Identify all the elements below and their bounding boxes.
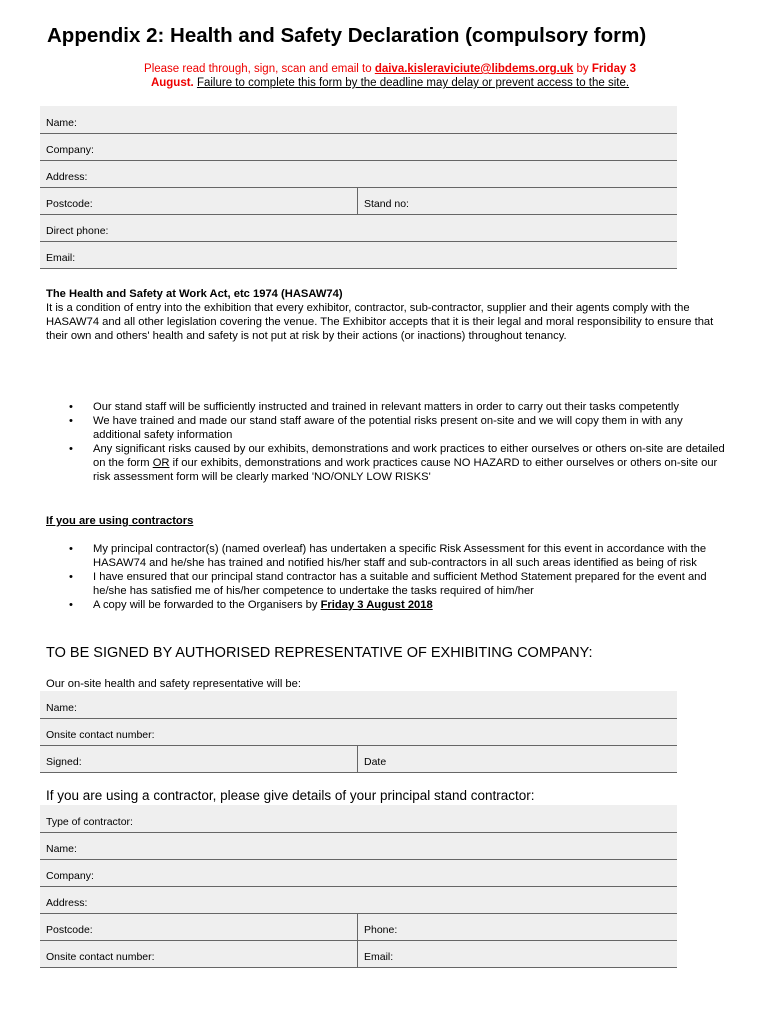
contact-email-link[interactable]: daiva.kisleraviciute@libdems.org.uk <box>374 63 574 75</box>
contractor-bullets <box>46 542 726 612</box>
contractor-form <box>40 805 677 968</box>
page-title: Appendix 2: Health and Safety Declaration (compulsory form) <box>47 24 647 47</box>
field-label-email: Email: <box>364 951 394 963</box>
instruction-line-2 <box>60 77 720 89</box>
field-name[interactable] <box>40 106 677 134</box>
field-label: Onsite contact number: <box>46 729 155 741</box>
field-label: Name: <box>46 117 77 129</box>
deadline-warning: Failure to complete this form by the deadline may delay or prevent access to the site. <box>196 77 630 89</box>
field-contractor-contact-email[interactable] <box>40 940 677 968</box>
field-label: Name: <box>46 843 77 855</box>
contractor-heading: If you are using a contractor, please give details of your principal stand contractor: <box>46 788 535 803</box>
field-postcode-standno[interactable] <box>40 187 677 215</box>
field-address[interactable] <box>40 160 677 188</box>
field-company[interactable] <box>40 133 677 161</box>
column-divider <box>357 913 358 940</box>
field-contractor-postcode-phone[interactable] <box>40 913 677 941</box>
list-item <box>46 598 726 612</box>
field-label: Address: <box>46 171 88 183</box>
representative-form <box>40 691 677 773</box>
exhibitor-details-form <box>40 106 677 269</box>
field-contractor-type[interactable] <box>40 805 677 833</box>
list-item: • Our stand staff will be sufficiently instructed and trained in relevant matters in order to carry out their tasks competently <box>46 400 726 414</box>
field-label: Direct phone: <box>46 225 109 237</box>
field-label: Onsite contact number: <box>46 951 155 963</box>
hasaw-body: It is a condition of entry into the exhibition that every exhibitor, contractor, sub-contractor, supplier and their agents comply with the HASAW74 and all other legislation covering the venue. The Exhibitor accepts that it is their legal and moral responsibility to ensure that their own and others' health and safety is not put at risk by their actions (or inactions) throughout tenancy. <box>46 302 714 342</box>
bullet-text: Any significant risks caused by our exhibits, demonstrations and work practices to either ourselves or others on-site are detailed on the form <box>93 443 725 469</box>
column-divider <box>357 940 358 967</box>
list-item: • We have trained and made our stand staff aware of the potential risks present on-site and we will copy them in with any additional safety information <box>46 414 726 442</box>
deadline-part-a: Friday 3 <box>591 63 636 75</box>
field-label-stand-no: Stand no: <box>364 198 409 210</box>
field-label: Signed: <box>46 756 82 768</box>
field-rep-name[interactable] <box>40 691 677 719</box>
field-label-date: Date <box>364 756 387 768</box>
field-label: Type of contractor: <box>46 816 133 828</box>
instruction-text: Please read through, sign, scan and email to <box>144 63 375 75</box>
forward-deadline: Friday 3 August 2018 <box>320 599 433 611</box>
field-label: Email: <box>46 252 76 264</box>
bullet-text: if our exhibits, demonstrations and work practices cause NO HAZARD to either ourselves or others on-site our risk assessment form will be clearly marked 'NO/ONLY LOW RISKS' <box>93 457 718 483</box>
field-label-phone: Phone: <box>364 924 398 936</box>
field-contractor-name[interactable] <box>40 832 677 860</box>
column-divider <box>357 187 358 214</box>
declaration-bullets <box>46 400 726 484</box>
bullet-text: A copy will be forwarded to the Organisers by <box>93 599 321 611</box>
field-label: Postcode: <box>46 198 93 210</box>
bullet-or: OR <box>152 457 170 469</box>
sign-heading: TO BE SIGNED BY AUTHORISED REPRESENTATIVE OF EXHIBITING COMPANY: <box>46 645 593 661</box>
instruction-text-by: by <box>573 63 592 75</box>
list-item <box>46 442 726 484</box>
field-label: Company: <box>46 144 94 156</box>
representative-intro: Our on-site health and safety representative will be: <box>46 678 301 690</box>
field-label: Company: <box>46 870 94 882</box>
field-contractor-company[interactable] <box>40 859 677 887</box>
field-label: Address: <box>46 897 88 909</box>
field-signed-date[interactable] <box>40 745 677 773</box>
deadline-part-b: August. <box>150 77 194 89</box>
hasaw-heading: The Health and Safety at Work Act, etc 1974 (HASAW74) <box>46 288 343 300</box>
hasaw-section <box>46 287 726 343</box>
contractors-heading: If you are using contractors <box>46 515 194 527</box>
field-email[interactable] <box>40 241 677 269</box>
list-item: • My principal contractor(s) (named overleaf) has undertaken a specific Risk Assessment for this event in accordance with the HASAW74 and he/she has trained and notified his/her staff and sub-contractors in all such areas identified as being of risk <box>46 542 726 570</box>
field-label: Postcode: <box>46 924 93 936</box>
field-label: Name: <box>46 702 77 714</box>
field-rep-contact[interactable] <box>40 718 677 746</box>
instruction-line-1 <box>60 63 720 75</box>
list-item: • I have ensured that our principal stand contractor has a suitable and sufficient Method Statement prepared for the event and he/she has satisfied me of his/her competence to undertake the tasks required of him/her <box>46 570 726 598</box>
field-direct-phone[interactable] <box>40 214 677 242</box>
field-contractor-address[interactable] <box>40 886 677 914</box>
column-divider <box>357 745 358 772</box>
